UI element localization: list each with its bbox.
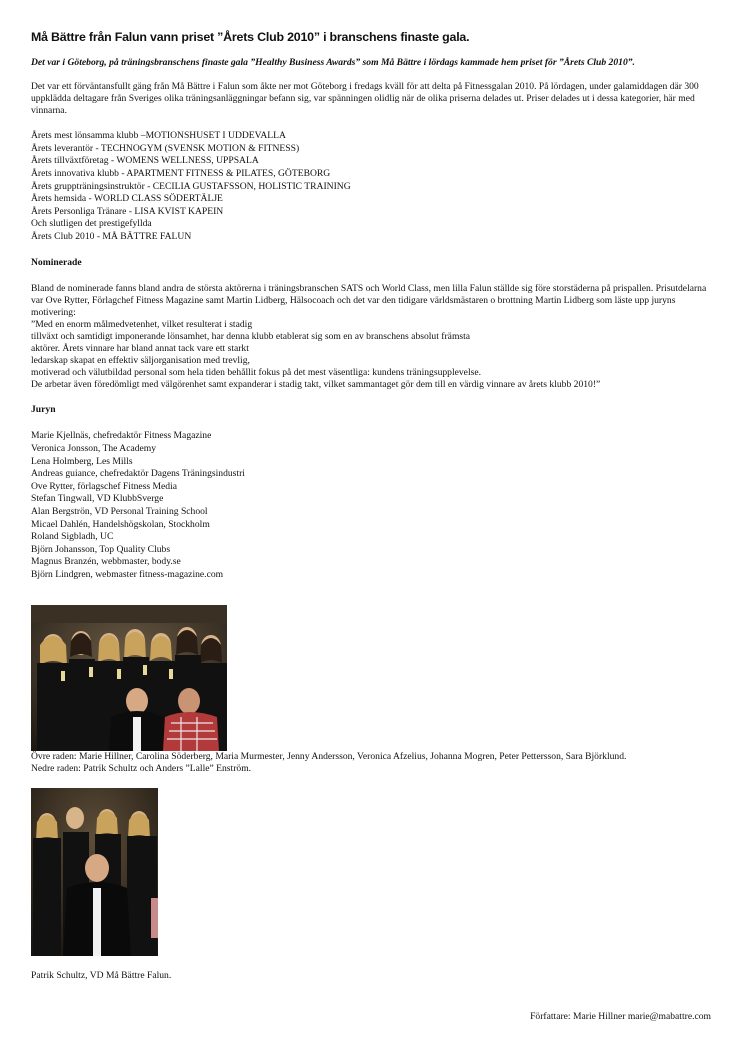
jury-member: Marie Kjellnäs, chefredaktör Fitness Magazine bbox=[31, 430, 212, 442]
quote-line: aktörer. Årets vinnare har bland annat tack vare ett starkt bbox=[31, 343, 249, 355]
award-item: Och slutligen det prestigefyllda bbox=[31, 218, 152, 230]
jury-list bbox=[31, 430, 715, 581]
awards-list bbox=[31, 130, 715, 243]
jury-member: Alan Bergströn, VD Personal Training School bbox=[31, 506, 208, 518]
portrait-photo bbox=[31, 788, 158, 956]
nominated-heading: Nominerade bbox=[31, 256, 82, 268]
jury-member: Micael Dahlén, Handelshögskolan, Stockholm bbox=[31, 518, 210, 530]
quote-line: motiverad och välutbildad personal som hela tiden behållit fokus på det mest väsentliga: kundens träningsupplevelse. bbox=[31, 367, 481, 379]
caption-line: Övre raden: Marie Hillner, Carolina Söderberg, Maria Murmester, Jenny Andersson, Veronica Afzelius, Johanna Mogren, Peter Pettersson, Sara Björklund. bbox=[31, 750, 627, 762]
award-item: Årets gruppträningsinstruktör - CECILIA GUSTAFSSON, HOLISTIC TRAINING bbox=[31, 180, 351, 192]
caption-line: Nedre raden: Patrik Schultz och Anders ”Lalle” Enström. bbox=[31, 762, 252, 774]
quote-line: ”Med en enorm målmedvetenhet, vilket resulterat i stadig bbox=[31, 318, 253, 330]
award-item: Årets innovativa klubb - APARTMENT FITNESS & PILATES, GÖTEBORG bbox=[31, 168, 331, 180]
lead-paragraph: Det var i Göteborg, på träningsbranschens finaste gala ”Healthy Business Awards” som Må Bättre i lördags kammade hem priset för ”Årets Club 2010”. bbox=[31, 57, 635, 68]
nominated-paragraph: Bland de nominerade fanns bland andra de största aktörerna i träningsbranschen SATS och World Class, men lilla Falun ställde sig före storstäderna på prispallen. Prisutdelarna var Ove Rytter, Förlagchef Fitness Magazine samt Martin Lidberg, Hälsocoach och det var den tidigare världsmästaren o brottning Martin Lidberg som läste upp juryns motivering: bbox=[31, 282, 707, 318]
award-item: Årets mest lönsamma klubb –MOTIONSHUSET I UDDEVALLA bbox=[31, 130, 286, 142]
quote-line: De arbetar även föredömligt med välgörenhet samt expanderar i stadig takt, vilket sammantaget gör dem till en värdig vinnare av årets klubb 2010!” bbox=[31, 379, 601, 391]
headline: Må Bättre från Falun vann priset ”Årets Club 2010” i branschens finaste gala. bbox=[31, 30, 470, 44]
group-photo bbox=[31, 605, 227, 751]
award-item: Årets hemsida - WORLD CLASS SÖDERTÄLJE bbox=[31, 193, 223, 205]
jury-member: Andreas guiance, chefredaktör Dagens Träningsindustri bbox=[31, 468, 245, 480]
quote-line: ledarskap skapat en effektiv säljorganisation med trevlig, bbox=[31, 355, 250, 367]
award-item: Årets tillväxtföretag - WOMENS WELLNESS, UPPSALA bbox=[31, 155, 259, 167]
group-photo-caption bbox=[31, 751, 715, 775]
award-item: Årets leverantör - TECHNOGYM (SVENSK MOTION & FITNESS) bbox=[31, 142, 300, 154]
award-item: Årets Personliga Tränare - LISA KVIST KAPEIN bbox=[31, 205, 224, 217]
jury-member: Ove Rytter, förlagschef Fitness Media bbox=[31, 480, 178, 492]
jury-member: Stefan Tingwall, VD KlubbSverge bbox=[31, 493, 164, 505]
jury-member: Roland Sigbladh, UC bbox=[31, 531, 114, 543]
jury-member: Magnus Branzén, webbmaster, body.se bbox=[31, 556, 181, 568]
intro-paragraph: Det var ett förväntansfullt gäng från Må Bättre i Falun som åkte ner mot Göteborg i fredags kväll för att delta på Fitnessgalan 2010. På lördagen, under galamiddagen där 300 uppklädda deltagare från Sveriges olika träningsanläggningar befann sig, var spänningen olidlig när de olika priserna delades ut. Priser delades ut i dessa kategorier, här med vinnarna. bbox=[31, 81, 699, 117]
award-item: Årets Club 2010 - MÅ BÄTTRE FALUN bbox=[31, 231, 192, 243]
jury-member: Björn Lindgren, webmaster fitness-magazine.com bbox=[31, 569, 224, 580]
article bbox=[31, 30, 715, 982]
jury-member: Veronica Jonsson, The Academy bbox=[31, 443, 157, 455]
jury-member: Lena Holmberg, Les Mills bbox=[31, 455, 133, 467]
quote-line: tillväxt och samtidigt imponerande lönsamhet, har denna klubb etablerat sig som en av branschens absolut främsta bbox=[31, 331, 471, 342]
jury-member: Björn Johansson, Top Quality Clubs bbox=[31, 543, 171, 555]
jury-heading: Juryn bbox=[31, 404, 56, 416]
portrait-photo-caption: Patrik Schultz, VD Må Bättre Falun. bbox=[31, 969, 172, 981]
jury-quote bbox=[31, 319, 715, 392]
author-line: Författare: Marie Hillner marie@mabattre.com bbox=[530, 1011, 711, 1022]
